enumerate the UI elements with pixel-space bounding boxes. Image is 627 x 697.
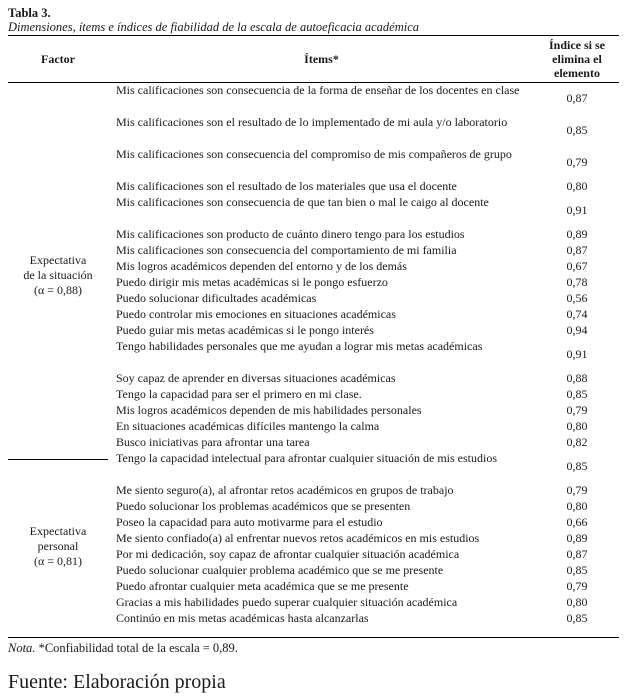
table-rows — [108, 83, 619, 627]
table-row — [108, 291, 619, 307]
item-index: 0,79 — [566, 579, 588, 593]
item-text: Tengo la capacidad intelectual para afrontar cualquier situación de mis estudios — [116, 451, 498, 465]
factor-alpha: (α = 0,88) — [33, 283, 83, 297]
factor-separator — [8, 459, 108, 460]
factor-situacion — [8, 253, 108, 298]
item-index: 0,67 — [566, 259, 588, 273]
bottom-rule — [8, 637, 619, 638]
item-index: 0,85 — [566, 563, 588, 577]
table-row — [108, 323, 619, 339]
table-row — [108, 339, 619, 371]
item-index: 0,91 — [566, 347, 588, 361]
table-row — [108, 387, 619, 403]
table-caption: Dimensiones, ítems e índices de fiabilidad de la escala de autoeficacia académica — [8, 20, 420, 34]
table-row — [108, 547, 619, 563]
factor-line1: Expectativa — [29, 524, 87, 538]
item-text: Tengo habilidades personales que me ayudan a lograr mis metas académicas — [116, 339, 483, 353]
item-text: Me siento confiado(a) al enfrentar nuevos retos académicos en mis estudios — [116, 531, 480, 545]
table-row — [108, 227, 619, 243]
factor-line1: Expectativa — [29, 253, 87, 267]
item-text: Puedo controlar mis emociones en situaciones académicas — [116, 307, 396, 321]
factor-line2: personal — [37, 539, 79, 553]
table-row — [108, 115, 619, 147]
item-index: 0,91 — [566, 203, 588, 217]
source-text: Fuente: Elaboración propia — [8, 671, 226, 693]
item-index: 0,85 — [566, 611, 588, 625]
item-text: Mis calificaciones son consecuencia de que tan bien o mal le caigo al docente — [116, 195, 489, 209]
factor-alpha: (α = 0,81) — [33, 554, 83, 568]
table-row — [108, 451, 619, 483]
table-note — [8, 640, 619, 656]
table-figure — [8, 6, 619, 694]
item-text: Puedo solucionar los problemas académicos que se presenten — [116, 499, 411, 513]
item-text: Mis calificaciones son el resultado de lo implementado de mi aula y/o laboratorio — [116, 115, 508, 129]
table-row — [108, 83, 619, 115]
item-index: 0,79 — [566, 155, 588, 169]
item-index: 0,79 — [566, 403, 588, 417]
note-text: *Confiabilidad total de la escala = 0,89. — [35, 641, 238, 655]
header-index — [535, 38, 619, 80]
item-text: Puedo guiar mis metas académicas si le pongo interés — [116, 323, 374, 337]
table-row — [108, 595, 619, 611]
table-row — [108, 483, 619, 499]
table-row — [108, 243, 619, 259]
item-index: 0,85 — [566, 123, 588, 137]
item-index: 0,85 — [566, 387, 588, 401]
item-text: Mis calificaciones son consecuencia del comportamiento de mi familia — [116, 243, 457, 257]
item-index: 0,89 — [566, 227, 588, 241]
table-row — [108, 259, 619, 275]
item-index: 0,87 — [566, 91, 588, 105]
factor-personal — [8, 524, 108, 569]
note-label: Nota. — [8, 641, 36, 655]
table-row — [108, 579, 619, 595]
table-row — [108, 179, 619, 195]
item-text: Mis calificaciones son producto de cuánto dinero tengo para los estudios — [116, 227, 465, 241]
item-text: Mis calificaciones son el resultado de los materiales que usa el docente — [116, 179, 457, 193]
table-row — [108, 499, 619, 515]
table-row — [108, 611, 619, 627]
table-row — [108, 515, 619, 531]
item-index: 0,74 — [566, 307, 588, 321]
table-row — [108, 275, 619, 291]
item-text: Me siento seguro(a), al afrontar retos académicos en grupos de trabajo — [116, 483, 454, 497]
item-index: 0,87 — [566, 243, 588, 257]
table-row — [108, 531, 619, 547]
item-index: 0,79 — [566, 483, 588, 497]
item-index: 0,80 — [566, 179, 588, 193]
item-index: 0,88 — [566, 371, 588, 385]
item-text: Puedo afrontar cualquier meta académica que se me presente — [116, 579, 409, 593]
item-index: 0,78 — [566, 275, 588, 289]
item-text: Mis calificaciones son consecuencia de la forma de enseñar de los docentes en clase — [116, 83, 520, 97]
item-index: 0,56 — [566, 291, 588, 305]
item-text: Puedo dirigir mis metas académicas si le pongo esfuerzo — [116, 275, 388, 289]
item-text: En situaciones académicas difíciles mantengo la calma — [116, 419, 380, 433]
item-text: Puedo solucionar cualquier problema académico que se me presente — [116, 563, 444, 577]
item-text: Mis logros académicos dependen del entorno y de los demás — [116, 259, 407, 273]
item-index: 0,80 — [566, 419, 588, 433]
table-number: Tabla 3. — [8, 6, 51, 20]
header-index-line2: elimina el — [552, 52, 602, 66]
item-text: Busco iniciativas para afrontar una tarea — [116, 435, 310, 449]
header-factor: Factor — [41, 52, 75, 66]
factor-line2: de la situación — [23, 268, 93, 282]
table-row — [108, 435, 619, 451]
item-index: 0,80 — [566, 499, 588, 513]
table-header — [8, 36, 619, 82]
item-text: Poseo la capacidad para auto motivarme para el estudio — [116, 515, 383, 529]
header-index-line3: elemento — [554, 66, 600, 80]
item-text: Puedo solucionar dificultades académicas — [116, 291, 317, 305]
item-text: Continúo en mis metas académicas hasta alcanzarlas — [116, 611, 369, 625]
table-row — [108, 419, 619, 435]
header-items: Ítems* — [304, 52, 339, 66]
table-row — [108, 371, 619, 387]
item-index: 0,87 — [566, 547, 588, 561]
header-index-line1: Índice si se — [548, 38, 605, 52]
item-text: Mis calificaciones son consecuencia del compromiso de mis compañeros de grupo — [116, 147, 512, 161]
item-index: 0,66 — [566, 515, 588, 529]
table-row — [108, 307, 619, 323]
table-row — [108, 563, 619, 579]
table-body — [8, 83, 619, 637]
item-index: 0,82 — [566, 435, 588, 449]
item-index: 0,89 — [566, 531, 588, 545]
table-row — [108, 195, 619, 227]
item-index: 0,80 — [566, 595, 588, 609]
item-text: Gracias a mis habilidades puedo superar cualquier situación académica — [116, 595, 458, 609]
table-row — [108, 403, 619, 419]
item-text: Por mi dedicación, soy capaz de afrontar cualquier situación académica — [116, 547, 460, 561]
item-text: Mis logros académicos dependen de mis habilidades personales — [116, 403, 422, 417]
item-text: Tengo la capacidad para ser el primero en mi clase. — [116, 387, 362, 401]
item-index: 0,94 — [566, 323, 588, 337]
table-row — [108, 147, 619, 179]
item-index: 0,85 — [566, 459, 588, 473]
item-text: Soy capaz de aprender en diversas situaciones académicas — [116, 371, 396, 385]
